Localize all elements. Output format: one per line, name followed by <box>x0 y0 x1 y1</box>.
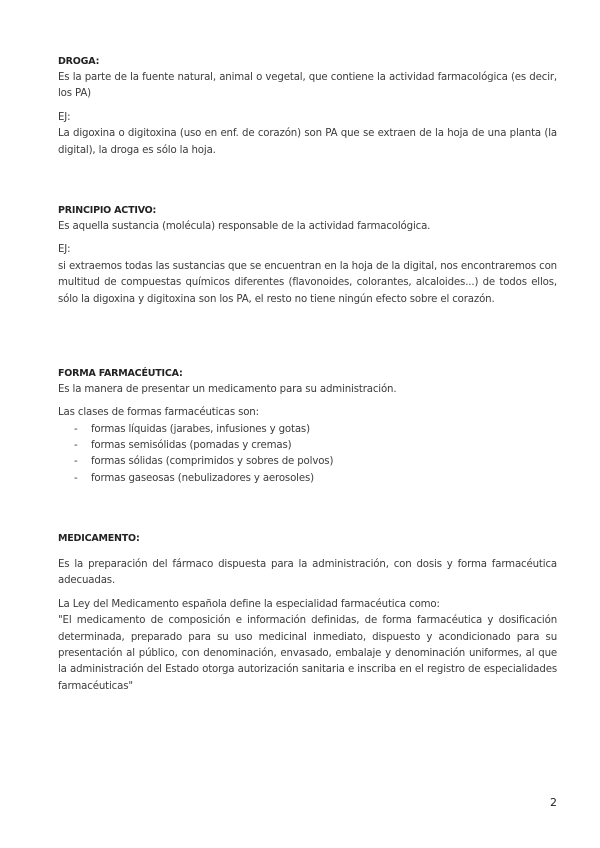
section-forma-farmaceutica <box>58 366 557 487</box>
principio-activo-example-label: EJ: <box>58 244 71 256</box>
list-item: - formas semisólidas (pomadas y cremas) <box>58 438 557 454</box>
forma-farmaceutica-list <box>58 422 557 487</box>
list-item: - formas sólidas (comprimidos y sobres de polvos) <box>58 454 557 470</box>
dash-bullet-icon: - <box>74 472 78 484</box>
medicamento-quote: "El medicamento de composición e información definidas, de forma farmacéutica y dosificación determinada, preparado para su uso medicinal inmediato, dispuesto y acondicionado para su presentación al público, con denominación, envasado, embalaje y denominación uniformes, al que la administración del Estado otorga autorización sanitaria e inscriba en el registro de especialidades farmacéuticas" <box>58 615 557 692</box>
page-number: 2 <box>550 796 557 809</box>
dash-bullet-icon: - <box>74 423 78 435</box>
section-droga <box>58 54 557 159</box>
medicamento-heading: MEDICAMENTO: <box>58 533 140 544</box>
list-item: - formas líquidas (jarabes, infusiones y gotas) <box>58 422 557 438</box>
document-page <box>58 0 557 848</box>
principio-activo-heading: PRINCIPIO ACTIVO: <box>58 205 157 216</box>
forma-farmaceutica-heading: FORMA FARMACÉUTICA: <box>58 368 183 379</box>
droga-example: La digoxina o digitoxina (uso en enf. de corazón) son PA que se extraen de la hoja de una planta (la digital), la droga es sólo la hoja. <box>58 128 557 156</box>
forma-farmaceutica-definition: Es la manera de presentar un medicamento para su administración. <box>58 384 397 395</box>
droga-definition: Es la parte de la fuente natural, animal o vegetal, que contiene la actividad farmacológica (es decir, los PA) <box>58 72 557 100</box>
droga-example-label: EJ: <box>58 111 71 123</box>
forma-farmaceutica-list-intro: Las clases de formas farmacéuticas son: <box>58 407 259 419</box>
principio-activo-example: si extraemos todas las sustancias que se encuentran en la hoja de la digital, nos encontraremos con multitud de compuestas químicos diferentes (flavonoides, colorantes, alcaloides...) de todos ellos, sólo la digoxina y digitoxina son los PA, el resto no tiene ningún efecto sobre el corazón. <box>58 260 557 305</box>
dash-bullet-icon: - <box>74 456 78 468</box>
principio-activo-definition: Es aquella sustancia (molécula) responsable de la actividad farmacológica. <box>58 221 431 232</box>
section-medicamento <box>58 531 557 695</box>
list-item: - formas gaseosas (nebulizadores y aerosoles) <box>58 471 557 487</box>
section-principio-activo <box>58 203 557 308</box>
droga-heading: DROGA: <box>58 56 100 67</box>
medicamento-law-intro: La Ley del Medicamento española define la especialidad farmacéutica como: <box>58 598 440 610</box>
medicamento-definition: Es la preparación del fármaco dispuesta para la administración, con dosis y forma farmacéutica adecuadas. <box>58 559 557 587</box>
dash-bullet-icon: - <box>74 440 78 452</box>
